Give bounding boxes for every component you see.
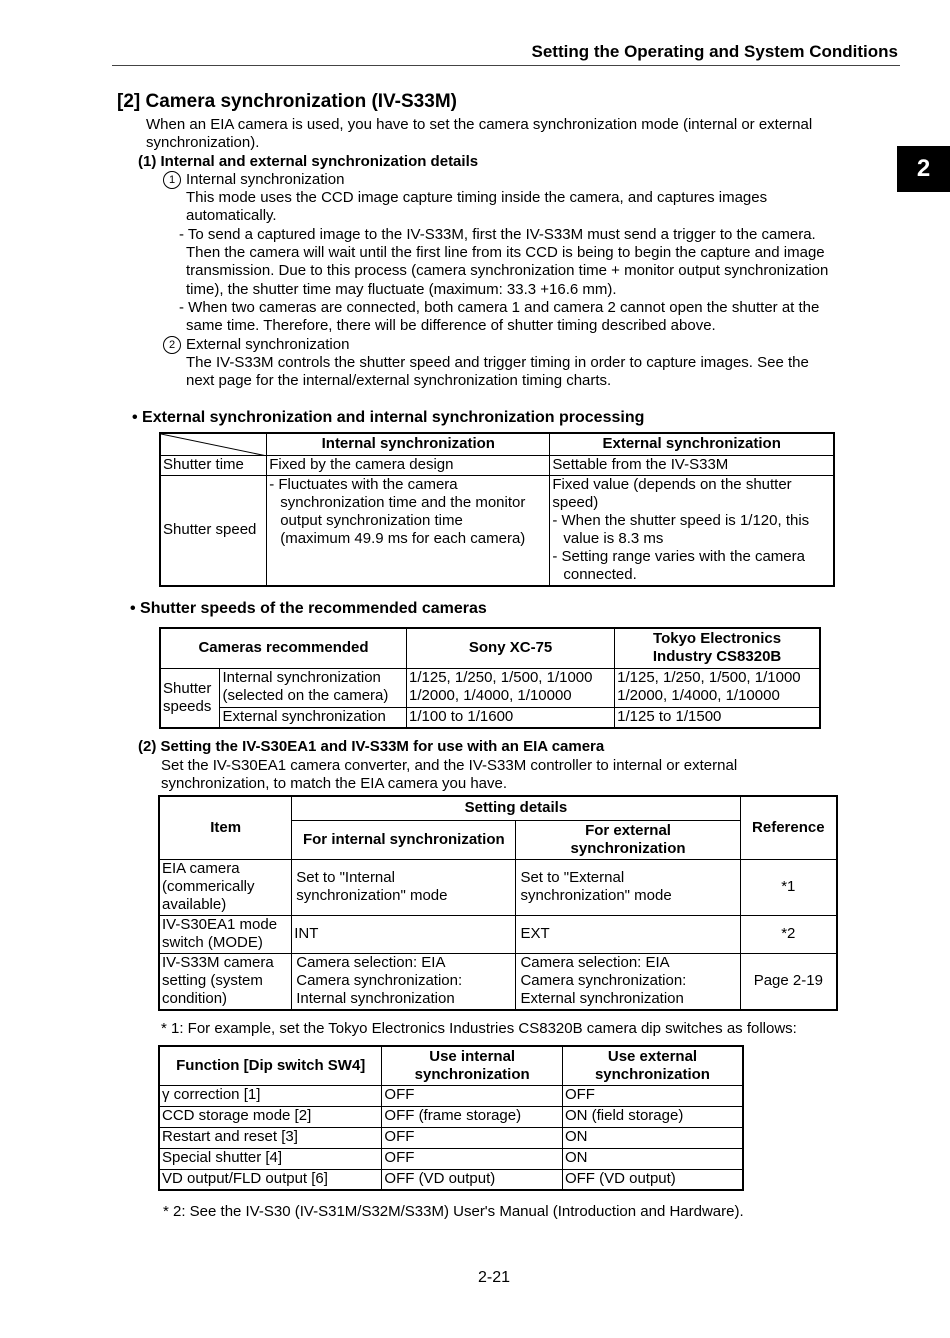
subsection-2-title: (2) Setting the IV-S30EA1 and IV-S33M for use with an EIA camera (138, 738, 605, 755)
col-use-external-line-2: synchronization (594, 1065, 710, 1083)
function-cell: γ correction [1] (159, 1085, 382, 1106)
col-tokyo-line-1: Tokyo Electronics (653, 630, 782, 648)
item-1-bullet-1-line-4: time), the shutter time may fluctuate (maximum: 33.3 +16.6 mm). (186, 281, 617, 298)
col-use-internal-line-1: Use internal (429, 1047, 516, 1065)
col-function: Function [Dip switch SW4] (159, 1046, 382, 1085)
col-use-internal-line-2: synchronization (414, 1065, 530, 1083)
item-1-bullet-1-line-2: Then the camera will wait until the first line from its CCD is being to begin the capture and image (186, 244, 825, 261)
sync-processing-table (159, 432, 835, 587)
subsection-1-title: (1) Internal and external synchronization details (138, 153, 479, 170)
circled-number-2: 2 (163, 336, 181, 354)
eia-camera-line-3: available) (162, 895, 227, 913)
mode-switch-reference: *2 (740, 915, 837, 953)
item-2-para-2: next page for the internal/external synchronization timing charts. (186, 372, 612, 389)
shutter-speeds-label (160, 668, 220, 728)
eia-camera-line-1: EIA camera (162, 859, 240, 877)
function-cell: Restart and reset [3] (159, 1127, 382, 1148)
camera-setting-line-2: setting (system (162, 971, 263, 989)
internal-cell: OFF (VD output) (382, 1169, 563, 1190)
col-cameras-recommended: Cameras recommended (160, 628, 407, 668)
item-1-bullet-1-line-3: transmission. Due to this process (camera synchronization time + monitor output synchronization (186, 262, 829, 279)
intro-line-2: synchronization). (146, 134, 260, 151)
internal-sync-sony-line-1: 1/125, 1/250, 1/500, 1/1000 (409, 668, 593, 686)
col-for-external (516, 820, 740, 859)
camera-setting-line-1: IV-S33M camera (162, 953, 274, 971)
camera-setting-internal-line-1: Camera selection: EIA (296, 953, 446, 971)
running-header: Setting the Operating and System Conditions (531, 42, 898, 61)
camera-setting-internal-line-3: Internal synchronization (296, 989, 455, 1007)
item-1-para-1: This mode uses the CCD image capture timing inside the camera, and captures images (186, 189, 768, 206)
header-rule (112, 65, 900, 66)
col-sony: Sony XC-75 (407, 628, 615, 668)
internal-sync-label-line-1: Internal synchronization (222, 668, 381, 686)
table-row (159, 1085, 743, 1106)
internal-sync-label (220, 668, 407, 707)
camera-setting-internal (292, 953, 516, 1010)
item-2-title: External synchronization (186, 336, 350, 353)
shutter-speeds-table (159, 627, 821, 729)
shutter-speed-external (550, 475, 834, 586)
intro-line-1: When an EIA camera is used, you have to set the camera synchronization mode (internal or external (146, 116, 813, 133)
page-number: 2-21 (477, 1269, 511, 1286)
camera-setting-external (516, 953, 740, 1010)
circled-number-1: 1 (163, 171, 181, 189)
row-mode-switch-item (159, 915, 292, 953)
item-2-heading (163, 336, 349, 354)
external-sync-label: External synchronization (220, 707, 407, 728)
internal-sync-tokyo-line-1: 1/125, 1/250, 1/500, 1/1000 (617, 668, 801, 686)
table-row (159, 1169, 743, 1190)
internal-cell: OFF (382, 1148, 563, 1169)
row-shutter-time-label: Shutter time (160, 455, 267, 475)
external-cell: ON (562, 1127, 743, 1148)
col-for-internal: For internal synchronization (292, 820, 516, 859)
col-internal-sync: Internal synchronization (267, 433, 550, 455)
internal-sync-sony (407, 668, 615, 707)
subsection-2-para-1: Set the IV-S30EA1 camera converter, and the IV-S33M controller to internal or external (161, 757, 738, 774)
external-cell: ON (field storage) (562, 1106, 743, 1127)
item-1-heading (163, 171, 344, 189)
external-cell: OFF (VD output) (562, 1169, 743, 1190)
row-eia-camera-item (159, 859, 292, 915)
eia-internal-line-2: synchronization" mode (296, 887, 448, 904)
external-sync-tokyo: 1/125 to 1/1500 (615, 707, 820, 728)
camera-setting-external-line-1: Camera selection: EIA (520, 953, 670, 971)
shutter-time-external: Settable from the IV-S33M (550, 455, 834, 475)
internal-sync-label-line-2: (selected on the camera) (222, 686, 389, 704)
subsection-2-para-2: synchronization, to match the EIA camera you have. (161, 775, 508, 792)
table-2-title: • Shutter speeds of the recommended cameras (130, 600, 487, 617)
item-2-para-1: The IV-S33M controls the shutter speed and trigger timing in order to capture images. See the (186, 354, 809, 371)
diagonal-header-cell (160, 433, 267, 455)
col-use-external (562, 1046, 743, 1085)
shutter-speeds-label-line-1: Shutter (163, 679, 212, 697)
camera-setting-internal-line-2: Camera synchronization: (296, 971, 463, 989)
mode-switch-internal: INT (292, 915, 516, 953)
table-1-title: • External synchronization and internal synchronization processing (132, 409, 645, 426)
row-camera-setting-item (159, 953, 292, 1010)
function-cell: Special shutter [4] (159, 1148, 382, 1169)
item-1-title: Internal synchronization (186, 171, 345, 188)
eia-external-line-1: Set to "External (520, 869, 625, 886)
external-sync-sony: 1/100 to 1/1600 (407, 707, 615, 728)
col-tokyo-line-2: Industry CS8320B (652, 648, 782, 666)
footnote-1: * 1: For example, set the Tokyo Electronics Industries CS8320B camera dip switches as follows: (161, 1020, 797, 1037)
dip-switch-table (158, 1045, 744, 1191)
item-1-bullet-1-line-1: - To send a captured image to the IV-S33M, first the IV-S33M must send a trigger to the camera. (179, 226, 816, 243)
camera-setting-reference: Page 2-19 (740, 953, 837, 1010)
function-cell: CCD storage mode [2] (159, 1106, 382, 1127)
col-for-external-line-1: For external (585, 821, 671, 839)
setting-details-table (158, 795, 838, 1011)
camera-setting-external-line-2: Camera synchronization: (520, 971, 687, 989)
shutter-speed-internal (267, 475, 550, 586)
internal-sync-tokyo-line-2: 1/2000, 1/4000, 1/10000 (617, 686, 780, 704)
shutter-speed-external-line-4: value is 8.3 ms (563, 529, 664, 547)
external-cell: OFF (562, 1085, 743, 1106)
shutter-speed-external-line-2: speed) (552, 493, 599, 511)
shutter-time-internal: Fixed by the camera design (267, 455, 550, 475)
col-tokyo (615, 628, 820, 668)
eia-external-line-2: synchronization" mode (520, 887, 672, 904)
camera-setting-line-3: condition) (162, 989, 228, 1007)
internal-sync-sony-line-2: 1/2000, 1/4000, 1/10000 (409, 686, 572, 704)
internal-cell: OFF (frame storage) (382, 1106, 563, 1127)
mode-switch-line-1: IV-S30EA1 mode (162, 915, 278, 933)
col-use-internal (382, 1046, 563, 1085)
eia-internal-line-1: Set to "Internal (296, 869, 395, 886)
col-use-external-line-1: Use external (607, 1047, 698, 1065)
table-row (159, 1106, 743, 1127)
table-row (159, 1127, 743, 1148)
internal-cell: OFF (382, 1085, 563, 1106)
eia-camera-internal (292, 859, 516, 915)
camera-setting-external-line-3: External synchronization (520, 989, 684, 1007)
shutter-speed-internal-line-3: output synchronization time (280, 511, 463, 529)
mode-switch-external: EXT (516, 915, 740, 953)
col-setting-details: Setting details (292, 796, 740, 820)
shutter-speed-internal-line-4: (maximum 49.9 ms for each camera) (280, 529, 526, 547)
shutter-speed-external-line-6: connected. (563, 565, 637, 583)
shutter-speeds-label-line-2: speeds (163, 697, 212, 715)
col-for-external-line-2: synchronization (570, 839, 686, 857)
item-1-para-2: automatically. (186, 207, 277, 224)
function-cell: VD output/FLD output [6] (159, 1169, 382, 1190)
col-reference: Reference (740, 796, 837, 859)
shutter-speed-internal-line-1: - Fluctuates with the camera (269, 475, 458, 493)
item-1-bullet-2-line-1: - When two cameras are connected, both camera 1 and camera 2 cannot open the shutter at the (179, 299, 820, 316)
eia-camera-reference: *1 (740, 859, 837, 915)
shutter-speed-external-line-3: - When the shutter speed is 1/120, this (552, 511, 810, 529)
shutter-speed-internal-line-2: synchronization time and the monitor (280, 493, 526, 511)
col-item: Item (159, 796, 292, 859)
chapter-tab: 2 (897, 146, 950, 192)
external-cell: ON (562, 1148, 743, 1169)
section-title: [2] Camera synchronization (IV-S33M) (117, 91, 457, 112)
internal-cell: OFF (382, 1127, 563, 1148)
eia-camera-line-2: (commerically (162, 877, 255, 895)
mode-switch-line-2: switch (MODE) (162, 933, 263, 951)
col-external-sync: External synchronization (550, 433, 834, 455)
table-row (159, 1148, 743, 1169)
shutter-speed-external-line-1: Fixed value (depends on the shutter (552, 475, 792, 493)
row-shutter-speed-label: Shutter speed (160, 475, 267, 586)
internal-sync-tokyo (615, 668, 820, 707)
diagonal-line (161, 434, 267, 456)
item-1-bullet-2-line-2: same time. Therefore, there will be difference of shutter timing described above. (186, 317, 716, 334)
shutter-speed-external-line-5: - Setting range varies with the camera (552, 547, 805, 565)
footnote-2: * 2: See the IV-S30 (IV-S31M/S32M/S33M) User's Manual (Introduction and Hardware). (163, 1203, 744, 1220)
eia-camera-external (516, 859, 740, 915)
